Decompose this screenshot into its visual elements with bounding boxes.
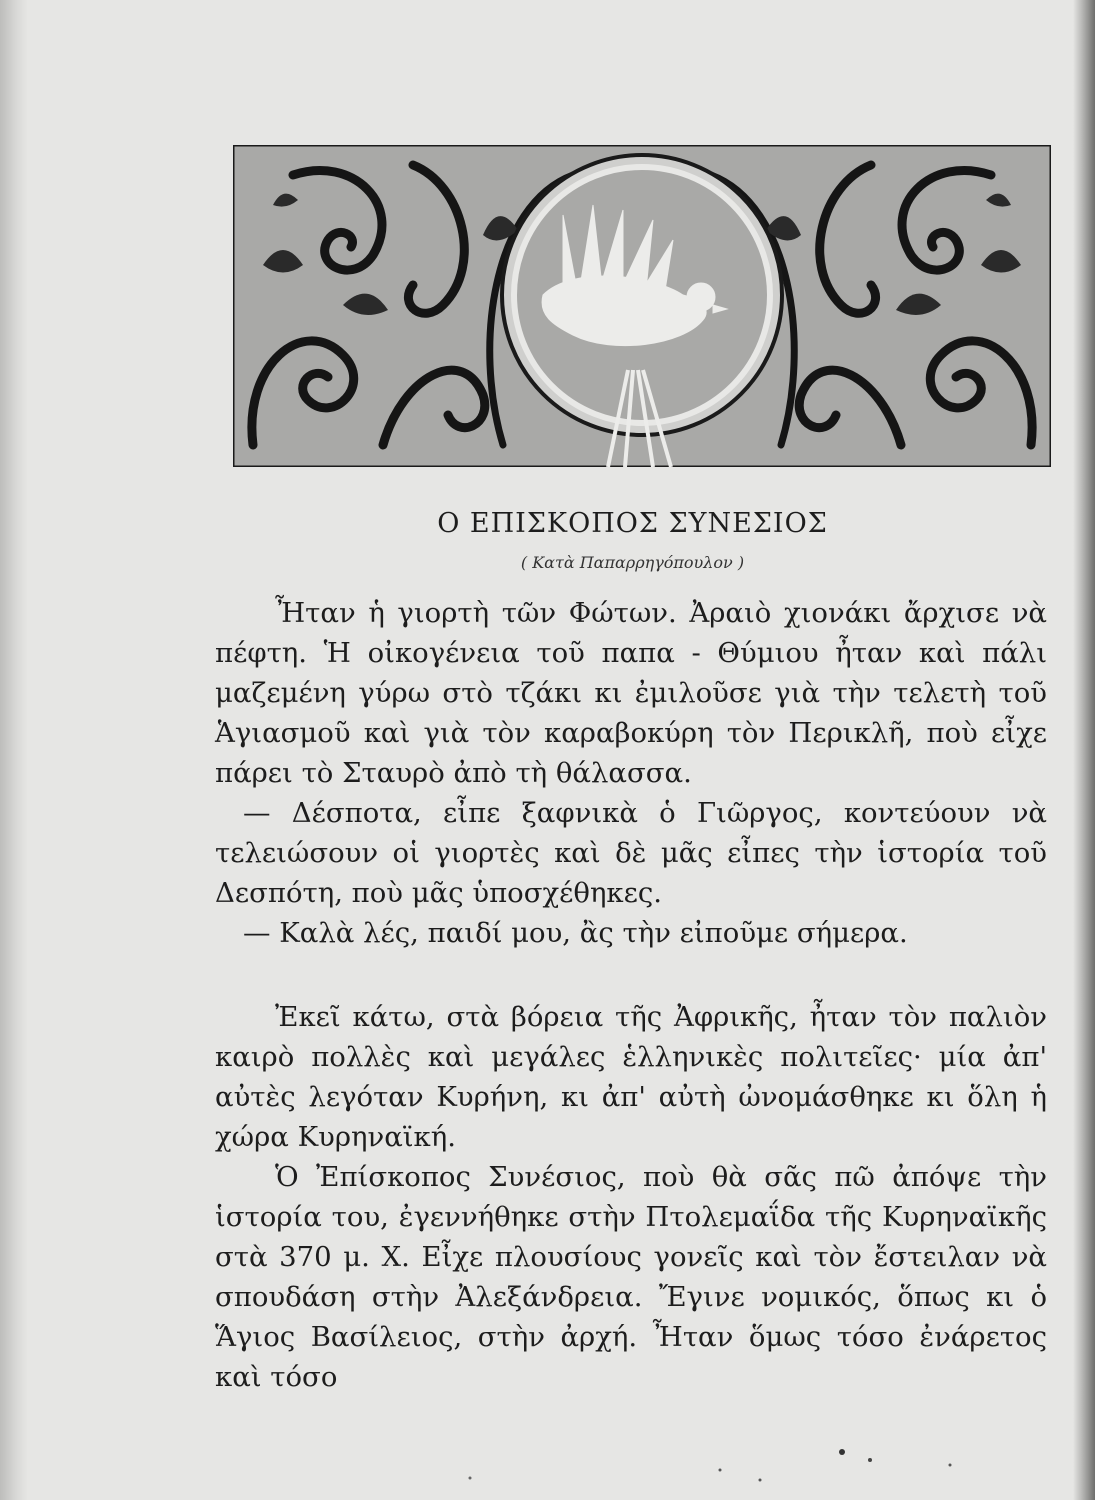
dove-ornament-headpiece (233, 145, 1051, 467)
page-edge-shadow (1073, 0, 1095, 1500)
chapter-subtitle: ( Κατὰ Παπαρρηγόπουλον ) (520, 553, 745, 572)
paragraph: — Δέσποτα, εἶπε ξαφνικὰ ὁ Γιῶργος, κοντεύουν νὰ τελειώσουν οἱ γιορτὲς καὶ δὲ μᾶς εἶπες τὴν ἱστορία τοῦ Δεσπότη, ποὺ μᾶς ὑποσχέθηκες. (215, 797, 1047, 909)
chapter-title: Ο ΕΠΙΣΚΟΠΟΣ ΣΥΝΕΣΙΟΣ (437, 508, 828, 539)
paragraph: Ἐκεῖ κάτω, στὰ βόρεια τῆς Ἀφρικῆς, ἦταν τὸν παλιὸν καιρὸ πολλὲς καὶ μεγάλες ἑλληνικὲς πολιτεῖες· μία ἀπ' αὐτὲς λεγόταν Κυρήνη, κι ἀπ' αὐτὴ ὠνομάσθηκε κι ὅλη ἡ χώρα Κυρηναϊκή. (215, 1001, 1047, 1153)
chapter-body (215, 593, 1047, 1397)
paragraph: Ὁ Ἐπίσκοπος Συνέσιος, ποὺ θὰ σᾶς πῶ ἀπόψε τὴν ἱστορία του, ἐγεννήθηκε στὴν Πτολεμαΐδα τῆς Κυρηναϊκῆς στὰ 370 μ. Χ. Εἶχε πλουσίους γονεῖς καὶ τὸν ἔστειλαν νὰ σπουδάση στὴν Ἀλεξάνδρεια. Ἔγινε νομικός, ὅπως κι ὁ Ἅγιος Βασίλειος, στὴν ἀρχή. Ἦταν ὅμως τόσο ἐνάρετος καὶ τόσο (215, 1161, 1047, 1393)
paragraph: Ἦταν ἡ γιορτὴ τῶν Φώτων. Ἀραιὸ χιονάκι ἄρχισε νὰ πέφτη. Ἡ οἰκογένεια τοῦ παπα - Θύμιου ἦταν καὶ πάλι μαζεμένη γύρω στὸ τζάκι κι ἐμιλοῦσε γιὰ τὴν τελετὴ τοῦ Ἁγιασμοῦ καὶ γιὰ τὸν καραβοκύρη τὸν Περικλῆ, ποὺ εἶχε πάρει τὸ Σταυρὸ ἀπὸ τὴ θάλασσα. (215, 597, 1047, 789)
paragraph: — Καλὰ λές, παιδί μου, ἂς τὴν εἰποῦμε σήμερα. (243, 917, 908, 949)
page-binding-shadow (0, 0, 28, 1500)
